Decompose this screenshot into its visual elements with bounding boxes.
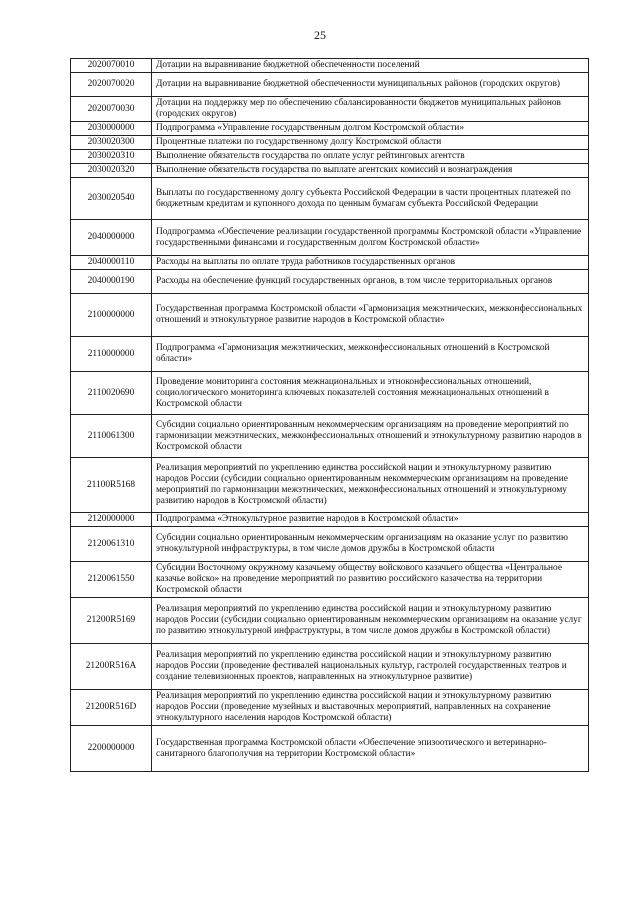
row-code: 2030020540 [71,178,152,220]
row-description: Подпрограмма «Управление государственным долгом Костромской области» [152,122,589,136]
row-code: 2020070030 [71,97,152,122]
table-row [71,97,589,122]
row-code: 2020070020 [71,73,152,97]
row-description: Реализация мероприятий по укреплению единства российской нации и этнокультурному развитию народов России (субсидии социально ориентированным некоммерческим организациям на оказание услуг по развитию этнокультурной инфраструктуры, в том числе домов дружбы в Костромской области) [152,598,589,644]
row-code: 2030020300 [71,136,152,150]
row-code: 2110000000 [71,337,152,372]
row-description: Подпрограмма «Обеспечение реализации государственной программы Костромской области «Управление государственными финансами и государственным долгом Костромской области» [152,220,589,256]
table-row [71,178,589,220]
row-description: Дотации на выравнивание бюджетной обеспеченности муниципальных районов (городских округов) [152,73,589,97]
table-row [71,256,589,270]
table-row [71,690,589,726]
row-code: 21200R516D [71,690,152,726]
table-row [71,372,589,415]
table-row [71,220,589,256]
table-row [71,415,589,458]
row-description: Государственная программа Костромской области «Гармонизация межэтнических, межконфессиональных отношений и этнокультурное развитие народов в Костромской области» [152,294,589,337]
row-description: Выплаты по государственному долгу субъекта Российской Федерации в части процентных платежей по бюджетным кредитам и купонного дохода по ценным бумагам субъекта Российской Федерации [152,178,589,220]
row-description: Субсидии Восточному окружному казачьему обществу войскового казачьего общества «Центральное казачье войско» на проведение мероприятий по развитию российского казачества на территории Костромской области [152,562,589,598]
row-description: Выполнение обязательств государства по оплате услуг рейтинговых агентств [152,150,589,164]
budget-classification-table [70,58,589,772]
table-row [71,726,589,772]
table-row [71,337,589,372]
row-code: 2030020310 [71,150,152,164]
row-code: 2110020690 [71,372,152,415]
table-row [71,527,589,562]
table-row [71,136,589,150]
row-description: Подпрограмма «Гармонизация межэтнических, межконфессиональных отношений в Костромской области» [152,337,589,372]
row-code: 21200R5169 [71,598,152,644]
row-code: 2100000000 [71,294,152,337]
row-description: Государственная программа Костромской области «Обеспечение эпизоотического и ветеринарно-санитарного благополучия на территории Костромской области» [152,726,589,772]
row-code: 2200000000 [71,726,152,772]
table-row [71,122,589,136]
row-code: 2020070010 [71,59,152,73]
table-row [71,562,589,598]
table-row [71,270,589,294]
row-description: Субсидии социально ориентированным некоммерческим организациям на оказание услуг по развитию этнокультурной инфраструктуры, в том числе домов дружбы в Костромской области [152,527,589,562]
row-description: Реализация мероприятий по укреплению единства российской нации и этнокультурному развитию народов России (проведение музейных и выставочных мероприятий, направленных на сохранение этнокультурного населения народов Костромской области) [152,690,589,726]
row-code: 21100R5168 [71,458,152,513]
row-code: 2040000110 [71,256,152,270]
row-description: Проведение мониторинга состояния межнациональных и этноконфессиональных отношений, социологического мониторинга ключевых показателей состояния межнациональных отношений в Костромской области [152,372,589,415]
row-code: 2110061300 [71,415,152,458]
row-description: Субсидии социально ориентированным некоммерческим организациям на проведение мероприятий по гармонизации межэтнических, межконфессиональных отношений и этнокультурному развитию народов в Костромской области [152,415,589,458]
row-code: 2030000000 [71,122,152,136]
row-code: 2040000190 [71,270,152,294]
table-row [71,150,589,164]
page-number: 25 [314,28,326,42]
row-description: Реализация мероприятий по укреплению единства российской нации и этнокультурному развитию народов России (проведение фестивалей национальных культур, гастролей государственных театров и создание телевизионных проектов, направленных на этнокультурное развитие) [152,644,589,690]
table-row [71,644,589,690]
row-code: 21200R516A [71,644,152,690]
row-description: Выполнение обязательств государства по выплате агентских комиссий и вознаграждения [152,164,589,178]
row-code: 2040000000 [71,220,152,256]
row-description: Дотации на выравнивание бюджетной обеспеченности поселений [152,59,589,73]
table-row [71,59,589,73]
table-body [71,59,589,772]
row-code: 2120000000 [71,513,152,527]
row-description: Реализация мероприятий по укреплению единства российской нации и этнокультурному развитию народов России (субсидии социально ориентированным некоммерческим организациям на проведение мероприятий по гармонизации межэтнических, межконфессиональных отношений и этнокультурному развитию народов в Костромской области) [152,458,589,513]
table-row [71,294,589,337]
row-description: Расходы на выплаты по оплате труда работников государственных органов [152,256,589,270]
row-description: Процентные платежи по государственному долгу Костромской области [152,136,589,150]
row-description: Подпрограмма «Этнокультурное развитие народов в Костромской области» [152,513,589,527]
table-row [71,513,589,527]
row-description: Расходы на обеспечение функций государственных органов, в том числе территориальных органов [152,270,589,294]
row-code: 2120061550 [71,562,152,598]
row-code: 2120061310 [71,527,152,562]
table-row [71,73,589,97]
row-code: 2030020320 [71,164,152,178]
row-description: Дотации на поддержку мер по обеспечению сбалансированности бюджетов муниципальных районов (городских округов) [152,97,589,122]
table-row [71,458,589,513]
table-row [71,164,589,178]
table-row [71,598,589,644]
